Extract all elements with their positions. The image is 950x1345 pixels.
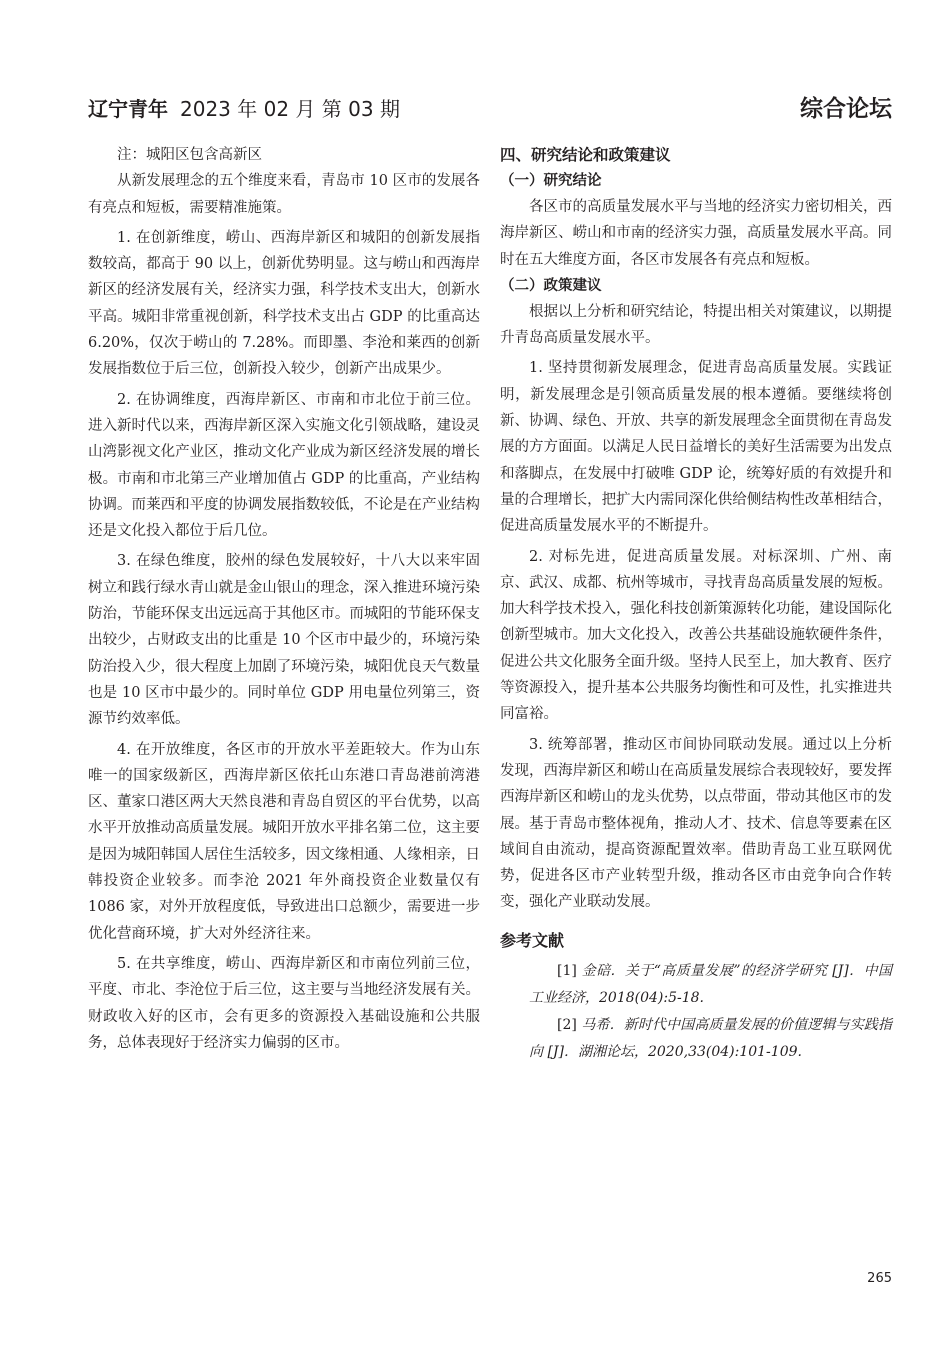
paragraph: 各区市的高质量发展水平与当地的经济实力密切相关，西海岸新区、崂山和市南的经济实力强，高质量发展水平高。同时在五大维度方面，各区市发展各有亮点和短板。	[500, 199, 892, 268]
section-tag: 综合论坛	[800, 96, 892, 122]
right-column	[500, 142, 892, 1066]
paragraph: 4. 在开放维度，各区市的开放水平差距较大。作为山东唯一的国家级新区，西海岸新区依托山东港口青岛港前湾港区、董家口港区两大天然良港和青岛自贸区的平台优势，以高水平开放推动高质量发展。城阳开放水平排名第二位，这主要是因为城阳韩国人居住生活较多，因文缘相通、人缘相亲，日韩投资企业较多。而李沧 2021 年外商投资企业数量仅有 1086 家，对外开放程度低，导致进出口总额少，需要进一步优化营商环境，扩大对外经济往来。	[88, 741, 480, 942]
reference-text: 马希．新时代中国高质量发展的价值逻辑与实践指向 [J]．湖湘论坛，2020,33(04):101-109.	[529, 1016, 893, 1060]
reference-item	[500, 1012, 892, 1066]
journal-name: 辽宁青年	[88, 97, 168, 121]
reference-number: [2]	[557, 1016, 577, 1033]
left-column	[88, 142, 480, 1056]
paragraph: 1. 坚持贯彻新发展理念，促进青岛高质量发展。实践证明，新发展理念是引领高质量发展的根本遵循。要继续将创新、协调、绿色、开放、共享的新发展理念全面贯彻在青岛发展的方方面面。以满足人民日益增长的美好生活需要为出发点和落脚点，在发展中打破唯 GDP 论，统筹好质的有效提升和量的合理增长，把扩大内需同深化供给侧结构性改革相结合，促进高质量发展水平的不断提升。	[500, 360, 892, 535]
subsection-heading: （一）研究结论	[500, 173, 602, 189]
paragraph: 2. 在协调维度，西海岸新区、市南和市北位于前三位。进入新时代以来，西海岸新区深入实施文化引领战略，建设灵山湾影视文化产业区，推动文化产业成为新区经济发展的增长极。市南和市北第三产业增加值占 GDP 的比重高，产业结构协调。而莱西和平度的协调发展指数较低，不论是在产业结构还是文化投入都位于后几位。	[88, 391, 480, 540]
paragraph: 2. 对标先进，促进高质量发展。对标深圳、广州、南京、武汉、成都、杭州等城市，寻找青岛高质量发展的短板。加大科学技术投入，强化科技创新策源转化功能，建设国际化创新型城市。加大文化投入，改善公共基础设施软硬件条件，促进公共文化服务全面升级。坚持人民至上，加大教育、医疗等资源投入，提升基本公共服务均衡性和可及性，扎实推进共同富裕。	[500, 548, 892, 723]
page-header	[0, 0, 950, 130]
references-heading: 参考文献	[500, 930, 565, 950]
page-number: 265	[867, 1271, 892, 1286]
paragraph: 根据以上分析和研究结论，特提出相关对策建议，以期提升青岛高质量发展水平。	[500, 303, 892, 347]
reference-item	[500, 958, 892, 1012]
paragraph: 1. 在创新维度，崂山、西海岸新区和城阳的创新发展指数较高，都高于 90 以上，创新优势明显。这与崂山和西海岸新区的经济发展有关，经济实力强，科学技术支出大，创新水平高。城阳非常重视创新，科学技术支出占 GDP 的比重高达 6.20%，仅次于崂山的 7.28%。而即墨、李沧和莱西的创新发展指数位于后三位，创新投入较少，创新产出成果少。	[88, 229, 480, 378]
reference-text: 金碚．关于“高质量发展”的经济学研究 [J]．中国工业经济，2018(04):5-18.	[529, 962, 892, 1006]
table-note: 注：城阳区包含高新区	[117, 147, 262, 163]
paragraph: 5. 在共享维度，崂山、西海岸新区和市南位列前三位，平度、市北、李沧位于后三位，这主要与当地经济发展有关。财政收入好的区市，会有更多的资源投入基础设施和公共服务，总体表现好于经济实力偏弱的区市。	[88, 955, 480, 1051]
paragraph: 从新发展理念的五个维度来看，青岛市 10 区市的发展各有亮点和短板，需要精准施策。	[88, 173, 480, 216]
section-heading: 四、研究结论和政策建议	[500, 146, 671, 164]
subsection-heading: （二）政策建议	[500, 277, 602, 294]
journal-issue: 2023 年 02 月 第 03 期	[180, 97, 400, 121]
paragraph: 3. 在绿色维度，胶州的绿色发展较好，十八大以来牢固树立和践行绿水青山就是金山银山的理念，深入推进环境污染防治，节能环保支出远远高于其他区市。而城阳的节能环保支出较少，占财政支出的比重是 10 个区市中最少的，环境污染防治投入少，很大程度上加剧了环境污染，城阳优良天气数量也是 10 区市中最少的。同时单位 GDP 用电量位列第三，资源节约效率低。	[88, 553, 480, 728]
journal-title	[88, 93, 400, 122]
reference-number: [1]	[557, 962, 577, 979]
paragraph: 3. 统筹部署，推动区市间协同联动发展。通过以上分析发现，西海岸新区和崂山在高质量发展综合表现较好，要发挥西海岸新区和崂山的龙头优势，以点带面，带动其他区市的发展。基于青岛市整体视角，推动人才、技术、信息等要素在区域间自由流动，提高资源配置效率。借助青岛工业互联网优势，促进各区市产业转型升级，推动各区市由竞争向合作转变，强化产业联动发展。	[500, 736, 892, 911]
